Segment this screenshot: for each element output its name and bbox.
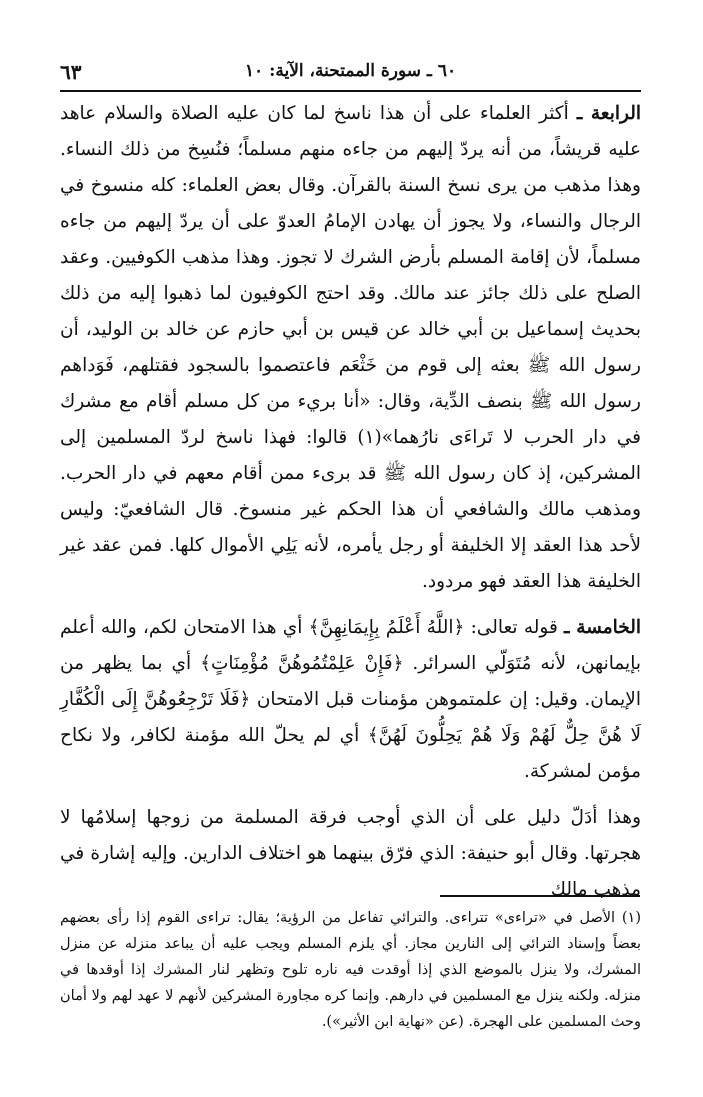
paragraph-text: أكثر العلماء على أن هذا ناسخ لما كان عليه الصلاة والسلام عاهد عليه قريشاً، من أنه يردّ إليهم من جاءه منهم مسلماً؛ فنُسِخ من ذلك النساء. وهذا مذهب من يرى نسخ السنة بالقرآن. وقال بعض العلماء: كله منسوخ في الرجال والنساء، ولا يجوز أن يهادن الإمامُ العدوّ على أن يردّ إليهم من جاءه مسلماً، لأن إقامة المسلم بأرض الشرك لا تجوز. وهذا مذهب الكوفيين. وعقد الصلح على ذلك جائز عند مالك. وقد احتج الكوفيون لما ذهبوا إليه من ذلك بحديث إسماعيل بن أبي خالد عن قيس بن أبي حازم عن خالد بن الوليد، أن رسول الله ﷺ بعثه إلى قوم من خَثْعَم فاعتصموا بالسجود فقتلهم، فَوَداهم رسول الله ﷺ بنصف الدِّية، وقال: «أنا بريء من كل مسلم أقام مع مشرك في دار الحرب لا تَراءَى نارُهما»(١) قالوا: فهذا ناسخ لردّ المسلمين إلى المشركين، إذ كان رسول الله ﷺ قد برىء ممن أقام معهم في دار الحرب. ومذهب مالك والشافعي أن هذا الحكم غير منسوخ. قال الشافعيّ: وليس لأحد هذا العقد إلا الخليفة أو رجل يأمره، لأنه يَلِي الأموال كلها. فمن عقد غير الخليفة هذا العقد فهو مردود. (60, 103, 641, 592)
section-lead-fifth: الخامسة ـ (564, 617, 641, 638)
page-number: ٦٣ (60, 60, 82, 84)
footnote-1: (١) الأصل في «تراءى» تتراءى. والترائي تفاعل من الرؤية؛ يقال: تراءى القوم إذا رأى بعضهم بعضاً وإسناد الترائي إلى النارين مجاز. أي يلزم المسلم ويجب عليه أن يباعد منزله عن منزل المشرك، ولا ينزل بالموضع الذي إذا أوقدت فيه ناره تلوح وتظهر لنار المشرك إذا أوقدها في منزله. ولكنه ينزل مع المسلمين في دارهم. وإنما كره مجاورة المشركين لأنهم لا عهد لهم ولا أمان وحث المسلمين على الهجرة. (عن «نهاية ابن الأثير»). (60, 910, 641, 1030)
paragraph-text: وهذا أدَلّ دليل على أن الذي أوجب فرقة المسلمة من زوجها إسلامُها لا هجرتها. وقال أبو حنيفة: الذي فرّق بينهما هو اختلاف الدارين. وإليه إشارة في مذهب مالك (60, 807, 641, 900)
section-lead-fourth: الرابعة ـ (576, 103, 641, 124)
paragraph-fourth (60, 96, 641, 600)
page-header (60, 58, 641, 88)
header-rule (60, 90, 641, 92)
footnotes (60, 905, 641, 1035)
paragraph-fifth (60, 610, 641, 790)
paragraph-continuation (60, 800, 641, 908)
footnote-rule (440, 895, 640, 897)
paragraph-text: قوله تعالى: ﴿اللَّهُ أَعْلَمُ بِإِيمَانِهِنَّ﴾ أي هذا الامتحان لكم، والله أعلم بإيمانهن، لأنه مُتَوَلّي السرائر. ﴿فَإِنْ عَلِمْتُمُوهُنَّ مُؤْمِنَاتٍ﴾ أي بما يظهر من الإيمان. وقيل: إن علمتموهن مؤمنات قبل الامتحان ﴿فَلَا تَرْجِعُوهُنَّ إِلَى الْكُفَّارِ لَا هُنَّ حِلٌّ لَهُمْ وَلَا هُمْ يَحِلُّونَ لَهُنَّ﴾ أي لم يحلّ الله مؤمنة لكافر، ولا نكاح مؤمن لمشركة. (60, 617, 641, 782)
main-text (60, 96, 641, 908)
running-title: ٦٠ ـ سورة الممتحنة، الآية: ١٠ (244, 61, 457, 81)
